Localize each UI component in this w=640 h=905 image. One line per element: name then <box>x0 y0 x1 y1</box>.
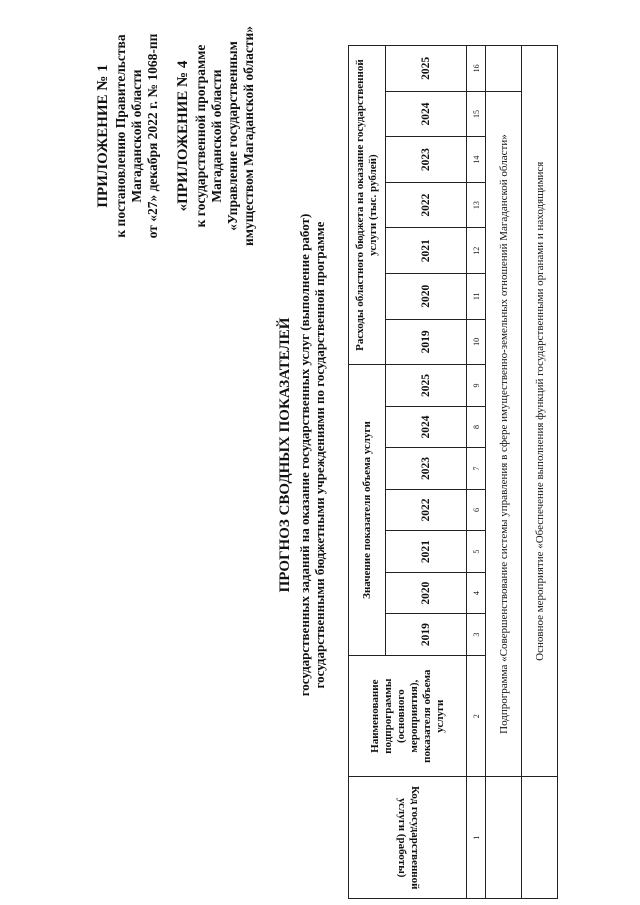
year-cell: 2025 <box>386 46 467 92</box>
header-line: к постановлению Правительства <box>113 34 128 238</box>
year-cell: 2025 <box>386 365 467 407</box>
title-main: ПРОГНОЗ СВОДНЫХ ПОКАЗАТЕЛЕЙ <box>277 317 293 593</box>
year-cell: 2024 <box>386 91 467 137</box>
empty-cell <box>522 777 558 899</box>
column-number: 6 <box>467 489 486 531</box>
header-line: к государственной программе <box>193 44 208 228</box>
year-cell: 2019 <box>386 614 467 656</box>
col-name-header: Наименование подпрограммы (основного мероприятия), показателя объема услуги <box>349 655 467 777</box>
column-number: 7 <box>467 448 486 490</box>
column-number: 4 <box>467 572 486 614</box>
title-line: государственными бюджетными учреждениями по государственной программе <box>312 221 327 689</box>
column-number: 15 <box>467 91 486 137</box>
year-cell: 2020 <box>386 572 467 614</box>
year-cell: 2020 <box>386 274 467 320</box>
column-number: 14 <box>467 137 486 183</box>
column-number: 9 <box>467 365 486 407</box>
column-number: 13 <box>467 182 486 228</box>
appendix-title: ПРИЛОЖЕНИЕ № 1 <box>95 64 111 208</box>
year-cell: 2023 <box>386 448 467 490</box>
column-number: 12 <box>467 228 486 274</box>
column-number: 5 <box>467 531 486 573</box>
header-line: Магаданской области <box>209 69 224 203</box>
year-cell: 2024 <box>386 406 467 448</box>
subprogram-row: Подпрограмма «Совершенствование системы управления в сфере имущественно-земельных отношений Магаданской области» <box>486 91 522 777</box>
col-code-header: Код государственной услуги (работы) <box>349 777 467 899</box>
indicators-table <box>348 45 558 899</box>
appendix4-title: «ПРИЛОЖЕНИЕ № 4 <box>175 60 191 212</box>
year-cell: 2023 <box>386 137 467 183</box>
column-number: 10 <box>467 319 486 365</box>
year-cell: 2022 <box>386 182 467 228</box>
col-budget-header: Расходы областного бюджета на оказание государственной услуги (тыс. рублей) <box>349 46 386 365</box>
header-line: от «27» декабря 2022 г. № 1068-пп <box>145 33 160 239</box>
empty-cell <box>486 777 522 899</box>
column-number: 8 <box>467 406 486 448</box>
title-line: государственных заданий на оказание государственных услуг (выполнение работ) <box>297 213 312 697</box>
year-cell: 2019 <box>386 319 467 365</box>
header-line: Магаданской области <box>129 69 144 203</box>
column-number: 3 <box>467 614 486 656</box>
column-number: 11 <box>467 274 486 320</box>
year-cell: 2021 <box>386 228 467 274</box>
column-number: 16 <box>467 46 486 92</box>
column-number: 1 <box>467 777 486 899</box>
year-cell: 2021 <box>386 531 467 573</box>
empty-cell <box>486 46 522 92</box>
document-title <box>278 105 327 805</box>
appendix-header <box>95 21 257 251</box>
main-event-row: Основное мероприятие «Обеспечение выполнения функций государственными органами и находящимися <box>522 46 558 777</box>
header-line: имуществом Магаданской области» <box>241 25 256 247</box>
header-line: «Управление государственным <box>225 41 240 231</box>
col-volume-header: Значение показателя объема услуги <box>349 365 386 656</box>
column-number: 2 <box>467 655 486 777</box>
year-cell: 2022 <box>386 489 467 531</box>
